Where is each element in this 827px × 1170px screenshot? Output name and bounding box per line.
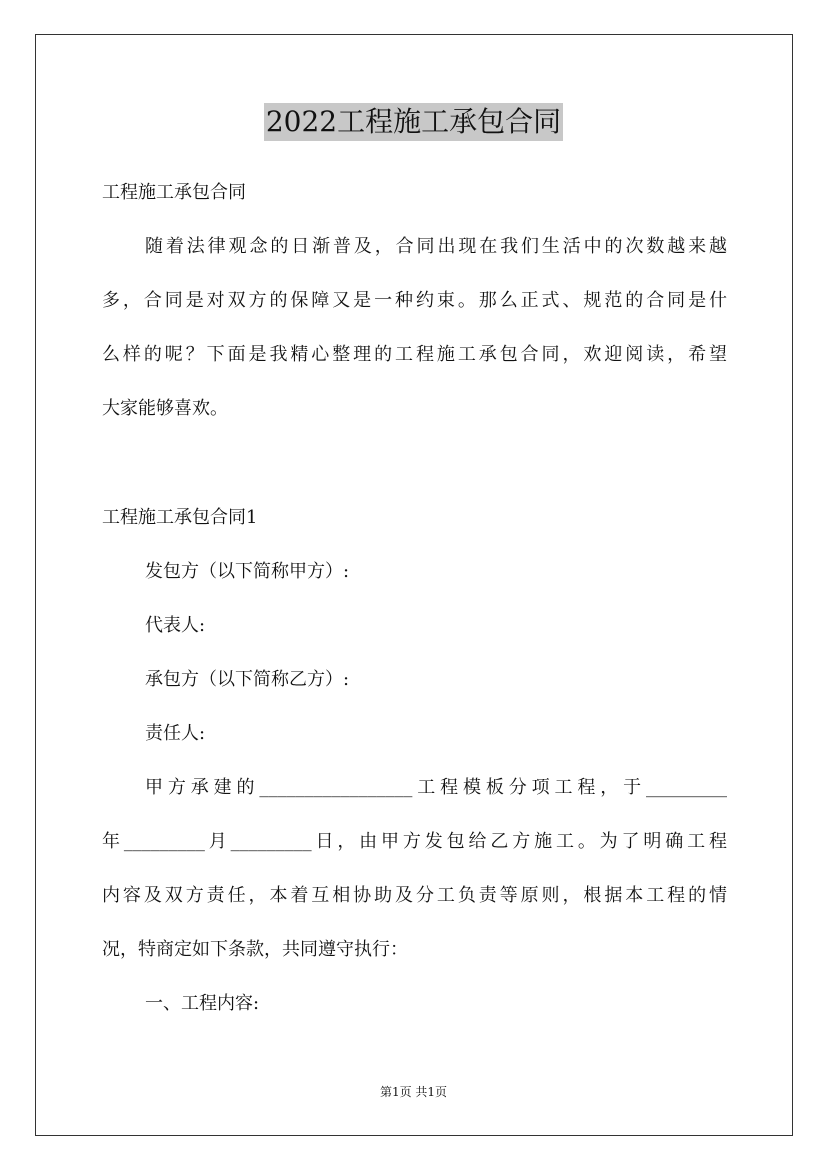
intro-paragraph-line: 么样的呢？下面是我精心整理的工程施工承包合同，欢迎阅读，希望 <box>102 344 727 365</box>
intro-paragraph-line: 大家能够喜欢。 <box>102 398 228 419</box>
representative-line: 代表人: <box>145 615 206 636</box>
intro-heading: 工程施工承包合同 <box>102 182 246 203</box>
responsible-person-line: 责任人: <box>145 723 206 744</box>
intro-paragraph-line: 随着法律观念的日渐普及，合同出现在我们生活中的次数越来越 <box>145 236 727 257</box>
contract-heading: 工程施工承包合同1 <box>102 507 258 528</box>
title-container <box>0 103 827 141</box>
clause-line: 年_________月_________日，由甲方发包给乙方施工。为了明确工程 <box>102 831 727 852</box>
section-one-heading: 一、工程内容: <box>145 993 260 1014</box>
document-title: 2022工程施工承包合同 <box>264 103 563 141</box>
clause-line: 甲方承建的_________________工程模板分项工程，于_________ <box>145 777 727 798</box>
party-a-line: 发包方（以下简称甲方）: <box>145 561 350 582</box>
clause-line: 况，特商定如下条款，共同遵守执行： <box>102 939 408 960</box>
intro-paragraph-line: 多，合同是对双方的保障又是一种约束。那么正式、规范的合同是什 <box>102 290 727 311</box>
party-b-line: 承包方（以下简称乙方）: <box>145 669 350 690</box>
page-number-footer: 第1页 共1页 <box>379 1085 448 1099</box>
clause-line: 内容及双方责任，本着互相协助及分工负责等原则，根据本工程的情 <box>102 885 727 906</box>
